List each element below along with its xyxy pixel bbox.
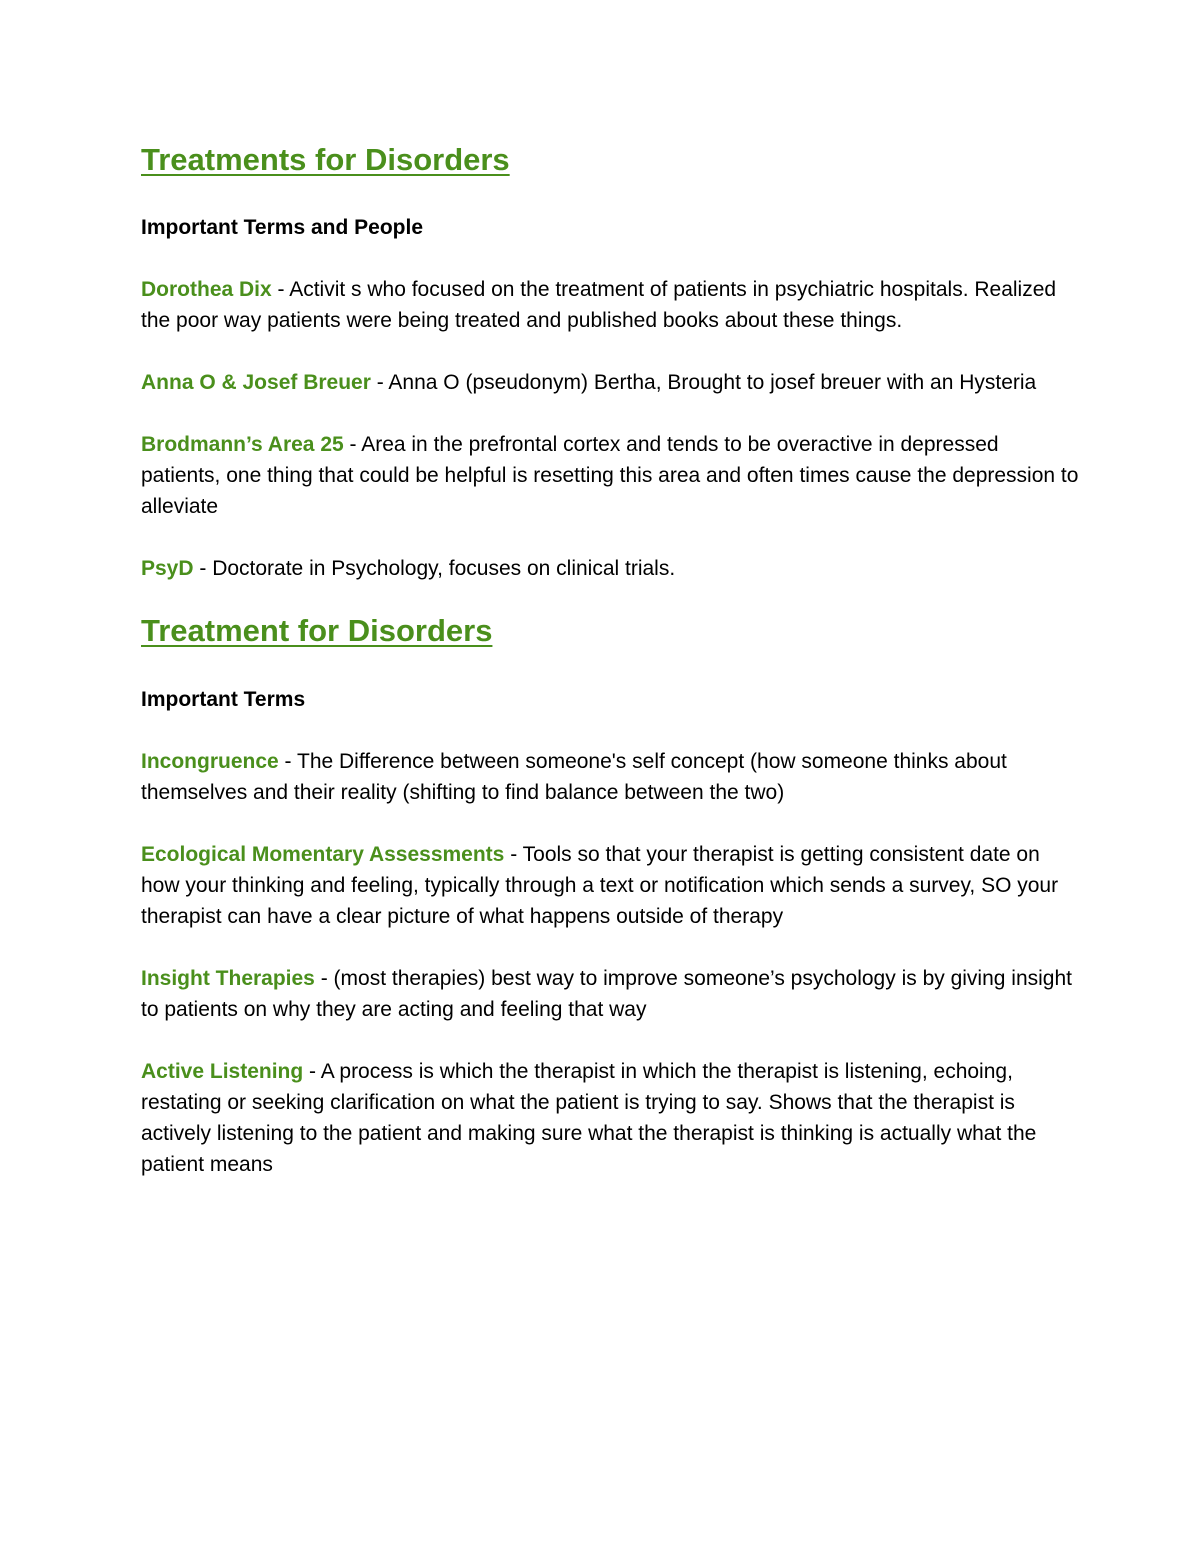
term-entry — [141, 839, 1080, 932]
section-heading: Treatments for Disorders — [141, 142, 510, 177]
term-definition: - (most therapies) best way to improve someone’s psychology is by giving insight to patients on why they are acting and feeling that way — [141, 967, 1072, 1021]
term-definition: - The Difference between someone's self concept (how someone thinks about themselves and their reality (shifting to find balance between the two) — [141, 750, 1007, 804]
term-name: Dorothea Dix — [141, 278, 272, 301]
term-definition: - Anna O (pseudonym) Bertha, Brought to josef breuer with an Hysteria — [370, 371, 1037, 394]
term-entry — [141, 367, 1080, 398]
term-definition: - Activit s who focused on the treatment of patients in psychiatric hospitals. Realized the poor way patients were being treated and published books about these things. — [141, 278, 1057, 332]
term-name: PsyD — [141, 557, 194, 580]
section-heading: Treatment for Disorders — [141, 613, 493, 648]
section-subheading: Important Terms and People — [141, 216, 423, 239]
term-name: Insight Therapies — [141, 967, 315, 990]
term-name: Anna O & Josef Breuer — [141, 371, 371, 394]
term-definition: - Doctorate in Psychology, focuses on clinical trials. — [193, 557, 676, 580]
term-name: Incongruence — [141, 750, 279, 773]
term-name: Ecological Momentary Assessments — [141, 843, 505, 866]
term-entry — [141, 274, 1080, 336]
term-definition: - Tools so that your therapist is getting consistent date on how your thinking and feeling, typically through a text or notification which sends a survey, SO your therapist can have a clear picture of what happens outside of therapy — [141, 843, 1059, 928]
term-entry — [141, 746, 1080, 808]
term-entry — [141, 963, 1080, 1025]
term-entry — [141, 429, 1080, 522]
term-definition: - Area in the prefrontal cortex and tends to be overactive in depressed patients, one thing that could be helpful is resetting this area and often times cause the depression to alleviate — [141, 433, 1079, 518]
term-name: Brodmann’s Area 25 — [141, 433, 344, 456]
term-name: Active Listening — [141, 1060, 304, 1083]
term-entry — [141, 553, 1080, 584]
term-entry — [141, 1056, 1080, 1180]
section-subheading: Important Terms — [141, 688, 306, 711]
term-definition: - A process is which the therapist in which the therapist is listening, echoing, restating or seeking clarification on what the patient is trying to say. Shows that the therapist is actively listening to the patient and making sure what the therapist is thinking is actually what the patient means — [141, 1060, 1037, 1176]
